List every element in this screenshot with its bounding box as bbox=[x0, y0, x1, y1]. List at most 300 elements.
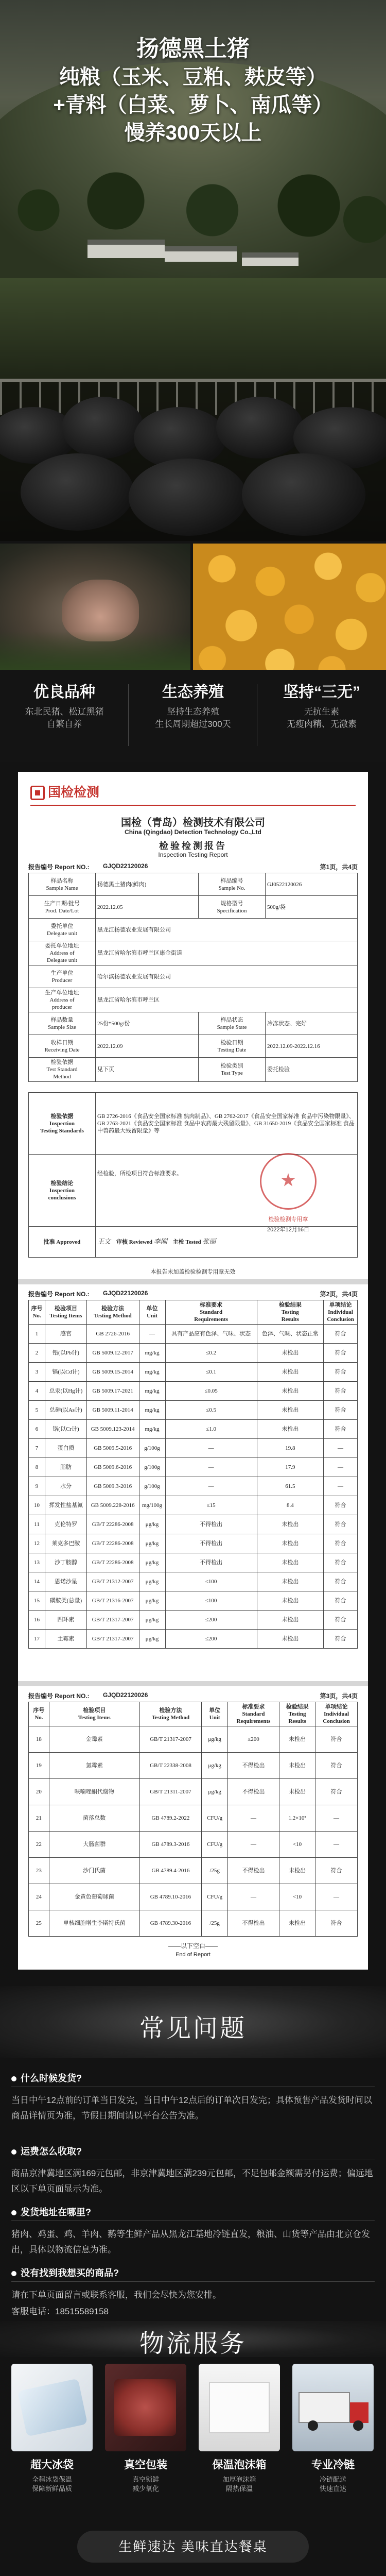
result-cell: 2 bbox=[29, 1344, 45, 1363]
logistics-item-title: 保温泡沫箱 bbox=[212, 2459, 267, 2471]
result-cell: ≤0.5 bbox=[165, 1401, 257, 1420]
result-cell: 21 bbox=[29, 1805, 49, 1832]
bullet-icon bbox=[11, 2210, 16, 2215]
ice-pack-photo bbox=[11, 2364, 93, 2451]
result-cell: μg/kg bbox=[139, 1572, 165, 1591]
result-cell: 8.4 bbox=[257, 1496, 323, 1515]
end-note-en: End of Report bbox=[176, 1952, 210, 1958]
result-cell: — bbox=[165, 1477, 257, 1496]
result-header-cell: 序号 No. bbox=[29, 1702, 49, 1726]
feature-title: 坚持“三无” bbox=[283, 684, 360, 701]
logistics-item-sub: 加厚泡沫箱 bbox=[222, 2476, 256, 2483]
result-cell: 符合 bbox=[324, 1344, 358, 1363]
result-cell: 不得检出 bbox=[165, 1515, 257, 1534]
farm-building bbox=[242, 252, 299, 266]
info-cell: 检验日期 Testing Date bbox=[199, 1035, 266, 1058]
faq-question bbox=[11, 2071, 82, 2084]
logistics-title: 物流服务 bbox=[139, 2330, 247, 2358]
result-cell: ≤100 bbox=[165, 1591, 257, 1611]
result-cell: 克伦特罗 bbox=[45, 1515, 87, 1534]
result-cell: 符合 bbox=[315, 1910, 358, 1937]
result-cell: — bbox=[139, 1325, 165, 1344]
report-title: 检验检测报告 bbox=[159, 841, 227, 851]
result-cell: 具有产品应有色泽、气味、状态 bbox=[165, 1325, 257, 1344]
result-cell: 不得检出 bbox=[228, 1910, 279, 1937]
result-cell: 水分 bbox=[45, 1477, 87, 1496]
result-cell: 未检出 bbox=[257, 1630, 323, 1649]
table-row bbox=[29, 1910, 358, 1937]
result-cell: 符合 bbox=[324, 1515, 358, 1534]
result-cell: 大肠菌群 bbox=[49, 1832, 139, 1858]
result-cell: 沙丁胺醇 bbox=[45, 1553, 87, 1572]
result-cell: μg/kg bbox=[139, 1515, 165, 1534]
table-row bbox=[29, 1496, 358, 1515]
pig-image bbox=[21, 453, 134, 531]
logistics-item bbox=[199, 2456, 280, 2494]
info-cell: 黑龙江省哈尔滨市呼兰区康金街道 bbox=[96, 941, 358, 965]
result-cell: GB/T 21312-2007 bbox=[86, 1572, 139, 1591]
hero-line-3: 慢养300天以上 bbox=[124, 122, 262, 144]
result-cell: ≤15 bbox=[165, 1496, 257, 1515]
info-cell: 生产日期/批号 Prod. Date/Lot bbox=[29, 896, 96, 919]
table-row bbox=[29, 1753, 358, 1779]
report-no: GJQD22120026 bbox=[103, 862, 148, 870]
table-row bbox=[29, 1420, 358, 1439]
result-cell: 菌落总数 bbox=[49, 1805, 139, 1832]
info-cell: 委托单位地址 Address of Delegate unit bbox=[29, 941, 96, 965]
result-cell: CFU/g bbox=[202, 1805, 228, 1832]
result-cell: 22 bbox=[29, 1832, 49, 1858]
result-cell: 符合 bbox=[315, 1726, 358, 1753]
result-cell: 铅(以Pb计) bbox=[45, 1344, 87, 1363]
result-cell: μg/kg bbox=[139, 1630, 165, 1649]
report-no: GJQD22120026 bbox=[103, 1691, 148, 1699]
faq-title: 常见问题 bbox=[139, 2015, 247, 2042]
invalid-note: 本报告未加盖检验检测专用章无效 bbox=[150, 1269, 236, 1275]
faq-answer: 请在下单页面留言或联系客服，我们会尽快为您安排。 bbox=[11, 2290, 221, 2300]
result-cell: 18 bbox=[29, 1726, 49, 1753]
logistics-item-sub: 减少氧化 bbox=[132, 2485, 159, 2493]
result-header-cell: 检验方法 Testing Method bbox=[139, 1702, 202, 1726]
result-cell: 未检出 bbox=[257, 1534, 323, 1553]
table-row bbox=[29, 1805, 358, 1832]
result-cell: — bbox=[315, 1805, 358, 1832]
result-cell: — bbox=[315, 1884, 358, 1910]
result-cell: mg/100g bbox=[139, 1496, 165, 1515]
result-cell: 20 bbox=[29, 1779, 49, 1805]
result-cell: GB 4789.30-2016 bbox=[139, 1910, 202, 1937]
result-cell: mg/kg bbox=[139, 1382, 165, 1401]
result-cell: — bbox=[228, 1832, 279, 1858]
logistics-item-title: 真空包装 bbox=[124, 2459, 167, 2471]
table-row bbox=[29, 1325, 358, 1344]
cold-chain-truck-photo bbox=[292, 2364, 374, 2451]
result-cell: 未检出 bbox=[257, 1611, 323, 1630]
result-cell: 12 bbox=[29, 1534, 45, 1553]
info-row bbox=[29, 1012, 358, 1035]
result-cell: g/100g bbox=[139, 1439, 165, 1458]
table-row bbox=[29, 1439, 358, 1458]
result-cell: mg/kg bbox=[139, 1420, 165, 1439]
feature-title: 优良品种 bbox=[33, 684, 95, 701]
pig-image bbox=[216, 397, 304, 459]
info-row bbox=[29, 1035, 358, 1058]
result-cell: ≤0.2 bbox=[165, 1344, 257, 1363]
result-cell: 5 bbox=[29, 1401, 45, 1420]
result-cell: 未检出 bbox=[257, 1401, 323, 1420]
result-header-cell: 检验项目 Testing Items bbox=[49, 1702, 139, 1726]
result-cell: 镉(以Cd计) bbox=[45, 1363, 87, 1382]
result-cell: g/100g bbox=[139, 1477, 165, 1496]
company-name-en: China (Qingdao) Detection Technology Co.,Ltd bbox=[125, 828, 261, 836]
result-cell: <10 bbox=[279, 1884, 315, 1910]
report-no: GJQD22120026 bbox=[103, 1290, 148, 1297]
feature-title: 生态养殖 bbox=[162, 684, 224, 701]
feature-sub: 坚持生态养殖 bbox=[167, 707, 219, 717]
logistics-item-sub: 隔热保温 bbox=[225, 2485, 253, 2493]
hillside bbox=[0, 278, 386, 381]
table-row bbox=[29, 1726, 358, 1753]
result-cell: GB 5009.17-2021 bbox=[86, 1382, 139, 1401]
feature-sub: 无抗生素 bbox=[304, 707, 339, 717]
result-cell: mg/kg bbox=[139, 1344, 165, 1363]
faq-question-text: 没有找到我想买的商品? bbox=[21, 2268, 119, 2278]
farm-building bbox=[165, 246, 237, 262]
result-header-cell: 标准要求 Standard Requirements bbox=[165, 1300, 257, 1325]
faq-answer: 当日中午12点前的订单当日发完，当日中午12点后的订单次日发完；具体预售产品发货时间以商品详情页为准，节假日期间请以平台公告为准。 bbox=[11, 2095, 372, 2121]
sign-label-tested: 主检 Tested bbox=[172, 1239, 201, 1245]
faq-question bbox=[11, 2266, 119, 2279]
results-table-2 bbox=[28, 1702, 358, 1937]
corn-grain-photo bbox=[193, 544, 386, 670]
info-row bbox=[29, 873, 358, 896]
ice-pack-icon bbox=[17, 2379, 87, 2437]
result-cell: 金霉素 bbox=[49, 1726, 139, 1753]
result-cell: 四环素 bbox=[45, 1611, 87, 1630]
result-cell: GB 4789.3-2016 bbox=[139, 1832, 202, 1858]
result-cell: ≤1.0 bbox=[165, 1420, 257, 1439]
result-cell: GB/T 21316-2007 bbox=[86, 1591, 139, 1611]
result-cell: — bbox=[324, 1439, 358, 1458]
company-name: 国检（青岛）检测技术有限公司 bbox=[121, 817, 265, 828]
info-row bbox=[29, 919, 358, 941]
result-cell: ≤200 bbox=[165, 1630, 257, 1649]
feature-eco bbox=[129, 679, 257, 731]
result-cell: mg/kg bbox=[139, 1401, 165, 1420]
table-row bbox=[29, 1534, 358, 1553]
result-cell: 符合 bbox=[324, 1325, 358, 1344]
result-cell: 7 bbox=[29, 1439, 45, 1458]
result-cell: GB 5009.5-2016 bbox=[86, 1439, 139, 1458]
result-cell: /25g bbox=[202, 1858, 228, 1884]
result-cell: 色泽、气味、状态正常 bbox=[257, 1325, 323, 1344]
result-cell: GB/T 21311-2007 bbox=[139, 1779, 202, 1805]
vacuum-pack-photo bbox=[105, 2364, 186, 2451]
faq-answer: 猪肉、鸡蛋、鸡、羊肉、鹅等生鲜产品从黑龙江基地冷链直发，粮油、山货等产品由北京仓发出，具体以物流信息为准。 bbox=[11, 2229, 370, 2255]
hero-title: 扬德黑土猪 bbox=[136, 36, 250, 61]
result-header-cell: 标准要求 Standard Requirements bbox=[228, 1702, 279, 1726]
result-cell: 16 bbox=[29, 1611, 45, 1630]
logistics-item bbox=[105, 2456, 186, 2494]
sample-info-table bbox=[28, 873, 358, 1082]
result-header-cell: 检验结果 Testing Results bbox=[279, 1702, 315, 1726]
grass bbox=[0, 631, 190, 670]
customer-service-phone[interactable] bbox=[11, 2304, 375, 2319]
result-cell: μg/kg bbox=[202, 1753, 228, 1779]
table-row bbox=[29, 1591, 358, 1611]
result-cell: 24 bbox=[29, 1884, 49, 1910]
info-row bbox=[29, 965, 358, 988]
result-cell: 符合 bbox=[324, 1611, 358, 1630]
table-row bbox=[29, 1630, 358, 1649]
info-cell: 哈尔滨扬德农业发展有限公司 bbox=[96, 965, 358, 988]
page-number: 第2页，共4页 bbox=[320, 1291, 358, 1298]
result-cell: 3 bbox=[29, 1363, 45, 1382]
feature-sub: 无瘦肉精、无激素 bbox=[287, 719, 357, 729]
info-row bbox=[29, 896, 358, 919]
stamp-label: 检验检测专用章 bbox=[268, 1216, 308, 1223]
report-title-en: Inspection Testing Report bbox=[158, 851, 228, 858]
conclusion-text: 经检验，所检项目符合标准要求。 bbox=[97, 1171, 182, 1177]
info-cell: 生产单位地址 Address of producer bbox=[29, 988, 96, 1012]
result-cell: GB 4789.4-2016 bbox=[139, 1858, 202, 1884]
feature-three-no bbox=[257, 679, 386, 731]
signature: 李刚 bbox=[153, 1238, 167, 1246]
info-cell: 检验依据 Test Standard Method bbox=[29, 1058, 96, 1082]
info-cell: 样品状态 Sample State bbox=[199, 1012, 266, 1035]
result-cell: 符合 bbox=[324, 1401, 358, 1420]
table-row bbox=[29, 1382, 358, 1401]
farm-building bbox=[87, 240, 165, 258]
table-row bbox=[29, 1344, 358, 1363]
result-cell: GB 5009.12-2017 bbox=[86, 1344, 139, 1363]
result-header-cell: 序号 No. bbox=[29, 1300, 45, 1325]
logo-icon bbox=[30, 786, 45, 800]
result-cell: 脂肪 bbox=[45, 1458, 87, 1477]
result-cell: 25 bbox=[29, 1910, 49, 1937]
faq-question-text: 运费怎么收取? bbox=[21, 2146, 82, 2157]
result-cell: 符合 bbox=[324, 1553, 358, 1572]
phone-number[interactable]: 18515589158 bbox=[55, 2307, 109, 2316]
result-cell: GB 5009.15-2014 bbox=[86, 1363, 139, 1382]
info-row bbox=[29, 1058, 358, 1082]
result-cell: — bbox=[315, 1832, 358, 1858]
truck-icon bbox=[299, 2392, 350, 2423]
result-cell: GB 5009.123-2014 bbox=[86, 1420, 139, 1439]
result-cell: 不得检出 bbox=[165, 1534, 257, 1553]
pig-image bbox=[242, 453, 365, 536]
results-table-1 bbox=[28, 1300, 358, 1649]
table-row bbox=[29, 1363, 358, 1382]
result-cell: 土霉素 bbox=[45, 1630, 87, 1649]
result-cell: 符合 bbox=[324, 1534, 358, 1553]
result-cell: 符合 bbox=[324, 1496, 358, 1515]
result-cell: ≤200 bbox=[228, 1726, 279, 1753]
info-cell: 生产单位 Producer bbox=[29, 965, 96, 988]
org-logo bbox=[30, 782, 99, 801]
info-cell: 黑龙江省哈尔滨市呼兰区 bbox=[96, 988, 358, 1012]
result-cell: 23 bbox=[29, 1858, 49, 1884]
result-cell: 未检出 bbox=[257, 1572, 323, 1591]
result-cell: μg/kg bbox=[202, 1779, 228, 1805]
divider bbox=[11, 2281, 375, 2282]
result-cell: 未检出 bbox=[257, 1553, 323, 1572]
page-number: 第1页，共4页 bbox=[320, 863, 358, 871]
result-cell: 铬(以Cr计) bbox=[45, 1420, 87, 1439]
signature: 王文 bbox=[97, 1238, 111, 1246]
feature-breed bbox=[0, 679, 129, 731]
info-cell: 样品名称 Sample Name bbox=[29, 873, 96, 896]
logistics-item-sub: 冷链配送 bbox=[319, 2476, 346, 2483]
truck-cab bbox=[350, 2402, 369, 2423]
result-cell: GB/T 22286-2008 bbox=[86, 1553, 139, 1572]
result-cell: 总砷(以As计) bbox=[45, 1401, 87, 1420]
result-cell: 10 bbox=[29, 1496, 45, 1515]
table-row bbox=[29, 1611, 358, 1630]
divider bbox=[30, 805, 356, 806]
result-cell: <10 bbox=[279, 1832, 315, 1858]
hero-banner bbox=[0, 0, 386, 541]
result-cell: ≤200 bbox=[165, 1611, 257, 1630]
result-cell: 61.5 bbox=[257, 1477, 323, 1496]
result-cell: 15 bbox=[29, 1591, 45, 1611]
info-cell: 检验类别 Test Type bbox=[199, 1058, 266, 1082]
faq-question bbox=[11, 2205, 91, 2218]
result-cell: 17 bbox=[29, 1630, 45, 1649]
result-cell: ≤0.1 bbox=[165, 1363, 257, 1382]
faq-question bbox=[11, 2144, 82, 2158]
faq-question-text: 发货地址在哪里? bbox=[21, 2207, 91, 2217]
result-cell: 沙门氏菌 bbox=[49, 1858, 139, 1884]
result-cell: 未检出 bbox=[257, 1591, 323, 1611]
result-cell: 符合 bbox=[315, 1858, 358, 1884]
result-cell: μg/kg bbox=[139, 1591, 165, 1611]
table-row bbox=[29, 1401, 358, 1420]
feature-sub: 自繁自养 bbox=[47, 719, 82, 729]
result-cell: 感官 bbox=[45, 1325, 87, 1344]
logistics-item bbox=[292, 2456, 374, 2494]
result-cell: — bbox=[228, 1884, 279, 1910]
result-cell: 符合 bbox=[324, 1420, 358, 1439]
result-cell: GB 2726-2016 bbox=[86, 1325, 139, 1344]
result-cell: 17.9 bbox=[257, 1458, 323, 1477]
result-cell: 未检出 bbox=[279, 1858, 315, 1884]
info-cell: GJ0522120026 bbox=[266, 873, 358, 896]
signature: 张丽 bbox=[202, 1238, 216, 1246]
conclusion-label: 检验结论 Inspection conclusions bbox=[29, 1155, 96, 1227]
result-cell: 氯霉素 bbox=[49, 1753, 139, 1779]
report-no-label: 报告编号 Report NO.: bbox=[28, 863, 90, 871]
logistics-item-sub: 全程冰袋保温 bbox=[31, 2476, 72, 2483]
result-cell: GB/T 22338-2008 bbox=[139, 1753, 202, 1779]
info-cell: 25份*500g/份 bbox=[96, 1012, 199, 1035]
result-cell: — bbox=[324, 1477, 358, 1496]
foam-box-icon bbox=[209, 2382, 270, 2433]
result-cell: 不得检出 bbox=[228, 1753, 279, 1779]
result-cell: /25g bbox=[202, 1910, 228, 1937]
result-cell: GB 5009.6-2016 bbox=[86, 1458, 139, 1477]
logistics-item-sub: 真空锁鲜 bbox=[132, 2476, 159, 2483]
result-cell: 符合 bbox=[324, 1630, 358, 1649]
result-cell: 未检出 bbox=[257, 1382, 323, 1401]
info-cell: 2022.12.05 bbox=[96, 896, 199, 919]
info-cell: 500g/袋 bbox=[266, 896, 358, 919]
result-cell: 19 bbox=[29, 1753, 49, 1779]
result-cell: — bbox=[165, 1458, 257, 1477]
result-cell: 不得检出 bbox=[228, 1858, 279, 1884]
result-cell: — bbox=[165, 1439, 257, 1458]
result-cell: GB/T 22286-2008 bbox=[86, 1534, 139, 1553]
result-cell: μg/kg bbox=[139, 1553, 165, 1572]
info-cell: 2022.12.09 bbox=[96, 1035, 199, 1058]
result-cell: mg/kg bbox=[139, 1363, 165, 1382]
result-header-cell: 单位 Unit bbox=[202, 1702, 228, 1726]
logistics-item-sub: 快速直达 bbox=[319, 2485, 346, 2493]
pig-image bbox=[62, 397, 144, 459]
feature-sub: 生长周期超过300天 bbox=[155, 719, 231, 729]
table-row bbox=[29, 1779, 358, 1805]
faq-question-text: 什么时候发货? bbox=[21, 2073, 82, 2083]
result-cell: 单核细胞增生李斯特氏菌 bbox=[49, 1910, 139, 1937]
result-cell: 8 bbox=[29, 1458, 45, 1477]
result-cell: 金黄色葡萄球菌 bbox=[49, 1884, 139, 1910]
foam-box-photo bbox=[199, 2364, 280, 2451]
result-cell: 6 bbox=[29, 1420, 45, 1439]
result-header-cell: 单项结论 Individual Conclusion bbox=[315, 1702, 358, 1726]
corn-kernels bbox=[193, 544, 386, 670]
hero-line-2: +青料（白菜、萝卜、南瓜等） bbox=[53, 94, 333, 116]
info-cell: 冷冻状态、完好 bbox=[266, 1012, 358, 1035]
result-cell: 总汞(以Hg计) bbox=[45, 1382, 87, 1401]
result-header-cell: 检验方法 Testing Method bbox=[86, 1300, 139, 1325]
inspection-report bbox=[18, 772, 368, 1970]
result-cell: μg/kg bbox=[139, 1611, 165, 1630]
result-cell: GB/T 21317-2007 bbox=[86, 1630, 139, 1649]
info-row bbox=[29, 988, 358, 1012]
page-number: 第3页，共4页 bbox=[320, 1692, 358, 1700]
result-cell: 未检出 bbox=[257, 1420, 323, 1439]
pig-closeup-photo bbox=[0, 544, 190, 670]
table-row bbox=[29, 1832, 358, 1858]
basis-text: GB 2726-2016《食品安全国家标准 熟肉制品》、GB 2762-2017《食品安全国家标准 食品中污染物限量》、GB 2763-2021《食品安全国家标准 食品中农药最大残留限量》、GB 31650-2019《食品安全国家标准 食品中兽药最大残留限量》等 bbox=[96, 1093, 358, 1155]
result-cell: — bbox=[324, 1458, 358, 1477]
end-note: ——以下空白—— bbox=[168, 1942, 218, 1950]
logistics-item-title: 超大冰袋 bbox=[30, 2459, 74, 2471]
result-cell: GB 5009.11-2014 bbox=[86, 1401, 139, 1420]
hero-line-1: 纯粮（玉米、豆粕、麸皮等） bbox=[59, 66, 327, 89]
result-cell: CFU/g bbox=[202, 1832, 228, 1858]
result-cell: 符合 bbox=[324, 1363, 358, 1382]
result-cell: 1.2×10³ bbox=[279, 1805, 315, 1832]
info-cell: 规格型号 Specification bbox=[199, 896, 266, 919]
result-cell: 未检出 bbox=[279, 1726, 315, 1753]
feature-sub: 东北民猪、松辽黑猪 bbox=[25, 707, 104, 717]
pig-image bbox=[129, 459, 247, 536]
result-cell: 1 bbox=[29, 1325, 45, 1344]
result-cell: GB/T 21317-2007 bbox=[86, 1611, 139, 1630]
result-cell: 未检出 bbox=[257, 1515, 323, 1534]
info-cell: 样品数量 Sample Size bbox=[29, 1012, 96, 1035]
result-header-cell: 检验结果 Testing Results bbox=[257, 1300, 323, 1325]
result-cell: GB/T 21317-2007 bbox=[139, 1726, 202, 1753]
result-cell: 19.8 bbox=[257, 1439, 323, 1458]
result-cell: 11 bbox=[29, 1515, 45, 1534]
result-cell: 14 bbox=[29, 1572, 45, 1591]
result-cell: 9 bbox=[29, 1477, 45, 1496]
result-cell: 蛋白质 bbox=[45, 1439, 87, 1458]
info-cell: 扬德黑土猪肉(鲜肉) bbox=[96, 873, 199, 896]
result-cell: GB 5009.228-2016 bbox=[86, 1496, 139, 1515]
